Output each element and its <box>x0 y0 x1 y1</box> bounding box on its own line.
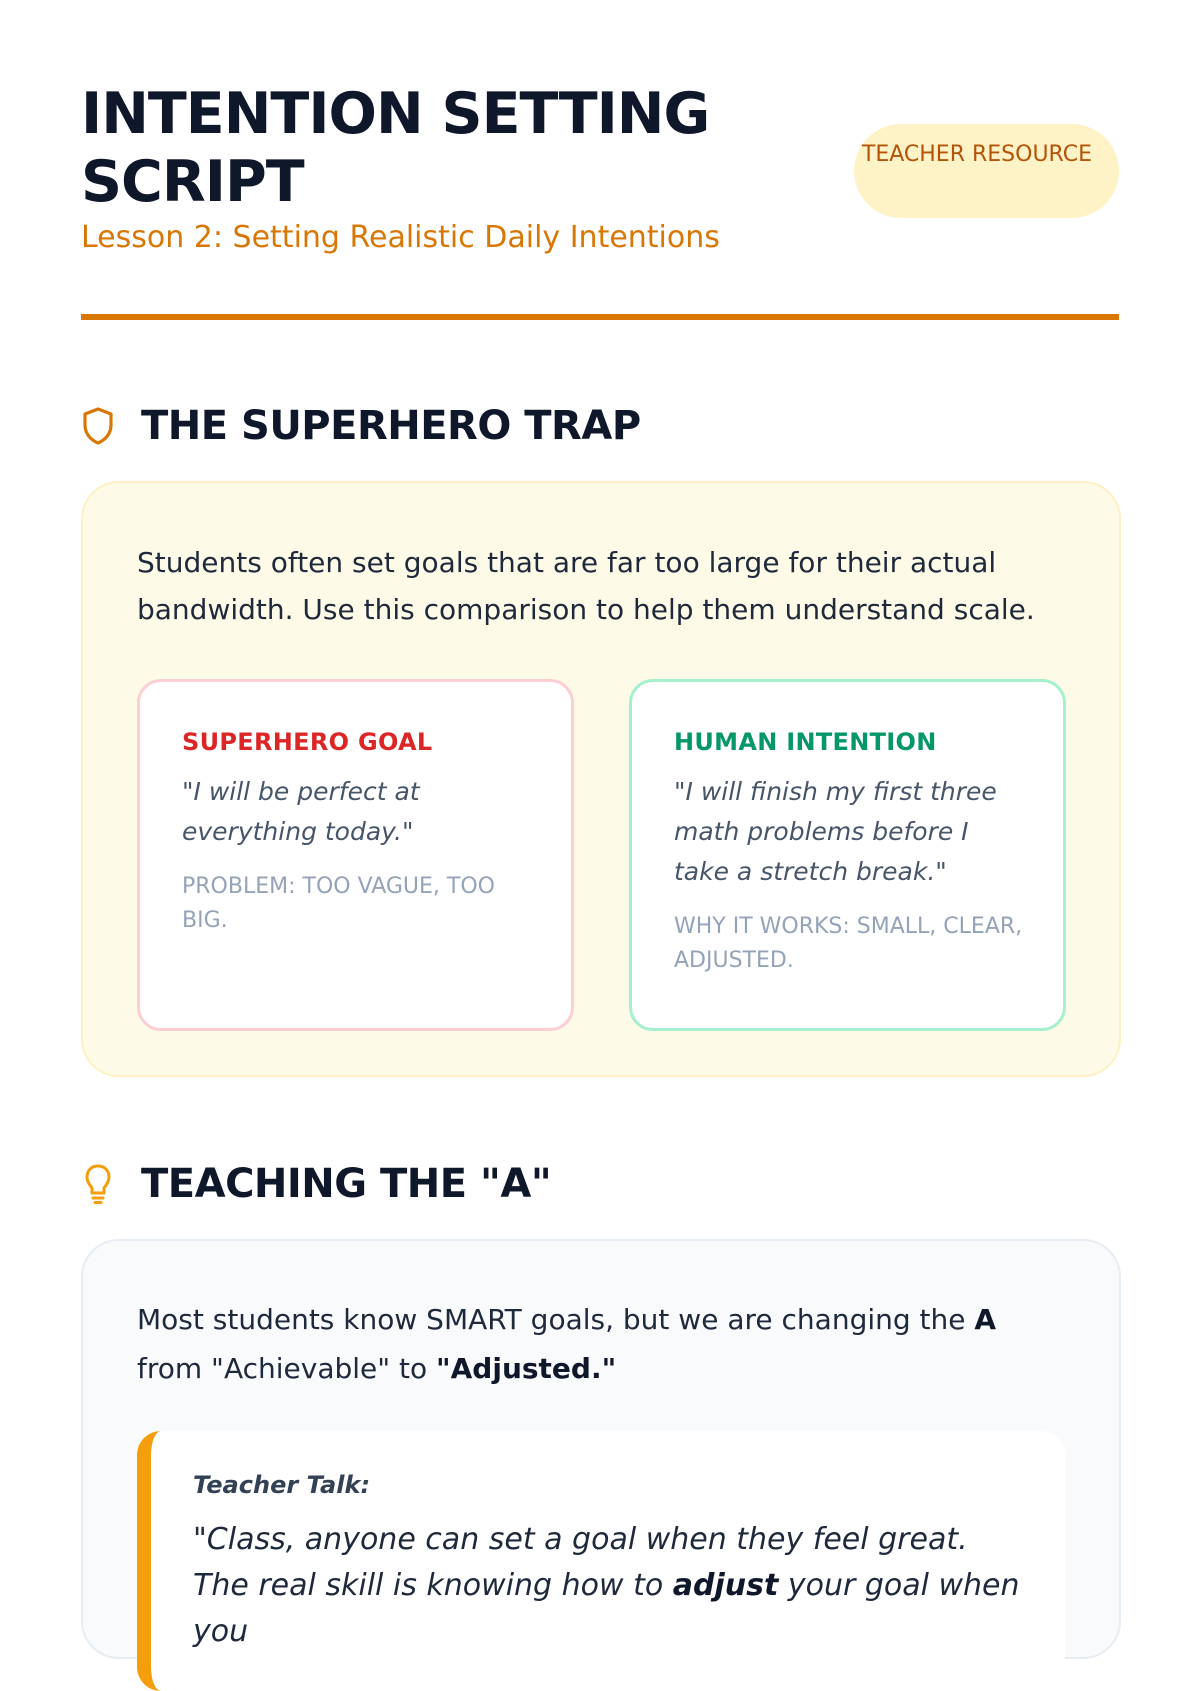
intro-emphasis-a: A <box>974 1303 997 1336</box>
card-quote: "I will be perfect at everything today." <box>182 777 420 846</box>
section-heading-teaching-a <box>81 1154 551 1214</box>
page-title: INTENTION SETTING SCRIPT <box>81 81 710 215</box>
card-label: SUPERHERO GOAL <box>182 728 433 756</box>
teacher-talk-callout <box>137 1431 1065 1691</box>
quote-text: "Class, anyone can set a goal when they feel great. The real skill is knowing how to <box>193 1522 968 1603</box>
card-quote: "I will finish my first three math problems before I take a stretch break." <box>674 777 997 886</box>
teacher-talk-quote <box>193 1517 1025 1655</box>
section-title: THE SUPERHERO TRAP <box>141 403 641 449</box>
card-note: PROBLEM: TOO VAGUE, TOO BIG. <box>182 874 495 933</box>
section-heading-superhero-trap <box>81 396 641 456</box>
comparison-cards <box>137 679 1065 1031</box>
document-header <box>81 0 1119 322</box>
header-divider <box>81 314 1119 320</box>
card-note: WHY IT WORKS: SMALL, CLEAR, ADJUSTED. <box>674 914 1023 973</box>
lightbulb-icon <box>81 1162 121 1206</box>
superhero-trap-panel <box>81 481 1121 1077</box>
shield-icon <box>81 404 121 448</box>
intro-text: from "Achievable" to <box>137 1352 437 1385</box>
intro-text: Most students know SMART goals, but we are changing the <box>137 1303 975 1336</box>
card-label: HUMAN INTENTION <box>674 728 937 756</box>
quote-text: your goal when you <box>193 1568 1020 1649</box>
quote-emphasis: adjust <box>672 1568 779 1603</box>
human-intention-card <box>629 679 1066 1031</box>
teaching-a-panel <box>81 1239 1121 1659</box>
superhero-goal-card <box>137 679 574 1031</box>
section-intro <box>137 1295 1067 1393</box>
page-subtitle: Lesson 2: Setting Realistic Daily Intentions <box>81 220 720 255</box>
teacher-talk-label: Teacher Talk: <box>193 1471 371 1499</box>
teacher-resource-badge: TEACHER RESOURCE <box>854 124 1119 218</box>
section-title: TEACHING THE "A" <box>141 1161 552 1207</box>
section-intro: Students often set goals that are far too large for their actual bandwidth. Use this comparison to help them understand scale. <box>137 546 1035 626</box>
intro-emphasis-adjusted: "Adjusted." <box>436 1352 617 1385</box>
